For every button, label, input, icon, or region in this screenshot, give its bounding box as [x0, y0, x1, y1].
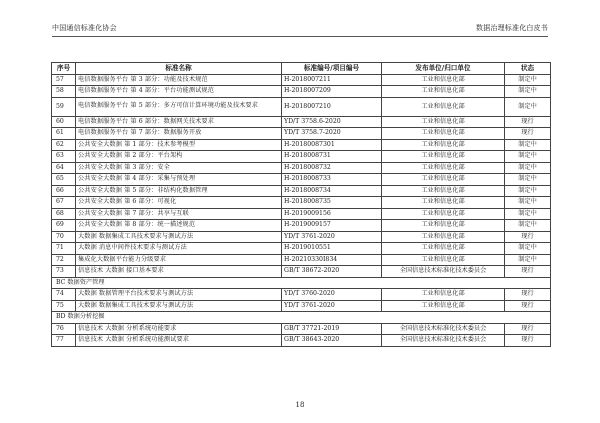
issuing-organization: 工业和信息化部	[382, 220, 505, 232]
standard-name: 大数据 消息中间件技术要求与测试方法	[76, 243, 282, 255]
standard-code: H-20180087301	[282, 139, 382, 151]
row-number: 67	[52, 197, 76, 209]
standard-name: 电信数据服务平台 第 7 部分：数据服务开放	[76, 128, 282, 140]
standard-name: 信息技术 大数据 接口基本要求	[76, 266, 282, 278]
table-row	[52, 300, 551, 312]
standard-name: 电信数据服务平台 第 4 部分：平台功能测试规范	[76, 86, 282, 98]
column-header-organization: 发布单位/归口单位	[382, 63, 505, 75]
table-row	[52, 97, 551, 116]
issuing-organization: 工业和信息化部	[382, 74, 505, 86]
issuing-organization: 工业和信息化部	[382, 185, 505, 197]
standards-table	[51, 62, 551, 347]
section-title: BD 数据分析挖掘	[52, 312, 551, 324]
standard-code: H-2018007210	[282, 97, 382, 116]
issuing-organization: 工业和信息化部	[382, 151, 505, 163]
table-row	[52, 185, 551, 197]
issuing-organization: 工业和信息化部	[382, 197, 505, 209]
standard-status: 现行	[505, 116, 551, 128]
standard-code: YD/T 3761-2020	[282, 300, 382, 312]
row-number: 65	[52, 174, 76, 186]
standard-name: 公共安全大数据 第 3 部分：安全	[76, 162, 282, 174]
standard-code: GB/T 37721-2019	[282, 323, 382, 335]
row-number: 75	[52, 300, 76, 312]
table-row	[52, 74, 551, 86]
standard-name: 公共安全大数据 第 6 部分：可视化	[76, 197, 282, 209]
standard-status: 现行	[505, 266, 551, 278]
table-row	[52, 335, 551, 347]
standard-code: H-2018007209	[282, 86, 382, 98]
issuing-organization: 工业和信息化部	[382, 208, 505, 220]
issuing-organization: 工业和信息化部	[382, 116, 505, 128]
standard-status: 制定中	[505, 74, 551, 86]
table-row	[52, 174, 551, 186]
section-title: BC 数据资产管理	[52, 277, 551, 289]
row-number: 72	[52, 254, 76, 266]
issuing-organization: 全国信息技术标准化技术委员会	[382, 323, 505, 335]
row-number: 66	[52, 185, 76, 197]
table-row	[52, 243, 551, 255]
standard-status: 制定中	[505, 243, 551, 255]
standard-name: 电信数据服务平台 第 6 部分：数据网关技术要求	[76, 116, 282, 128]
header-organization: 中国通信标准化协会	[52, 24, 117, 32]
table-row	[52, 128, 551, 140]
row-number: 77	[52, 335, 76, 347]
issuing-organization: 工业和信息化部	[382, 231, 505, 243]
table-section-row	[52, 277, 551, 289]
standard-code: YD/T 3760-2020	[282, 289, 382, 301]
issuing-organization: 全国信息技术标准化技术委员会	[382, 335, 505, 347]
standard-status: 制定中	[505, 174, 551, 186]
standard-code: YD/T 3758.6-2020	[282, 116, 382, 128]
standard-status: 制定中	[505, 220, 551, 232]
standard-code: H-2018008731	[282, 151, 382, 163]
row-number: 69	[52, 220, 76, 232]
standard-status: 现行	[505, 300, 551, 312]
page-header	[52, 22, 548, 37]
table-row	[52, 231, 551, 243]
standard-status: 制定中	[505, 162, 551, 174]
issuing-organization: 工业和信息化部	[382, 139, 505, 151]
standard-code: H-2019010551	[282, 243, 382, 255]
standard-status: 现行	[505, 231, 551, 243]
issuing-organization: 工业和信息化部	[382, 243, 505, 255]
issuing-organization: 工业和信息化部	[382, 300, 505, 312]
column-header-name: 标准名称	[76, 63, 282, 75]
table-row	[52, 151, 551, 163]
row-number: 63	[52, 151, 76, 163]
standard-name: 公共安全大数据 第 5 部分：非结构化数据管理	[76, 185, 282, 197]
standard-status: 制定中	[505, 151, 551, 163]
standard-status: 制定中	[505, 139, 551, 151]
column-header-code: 标准编号/项目编号	[282, 63, 382, 75]
standard-code: GB/T 38672-2020	[282, 266, 382, 278]
standard-name: 大数据 数据集成工具技术要求与测试方法	[76, 300, 282, 312]
issuing-organization: 工业和信息化部	[382, 254, 505, 266]
row-number: 61	[52, 128, 76, 140]
table-section-row	[52, 312, 551, 324]
standard-name: 信息技术 大数据 分析系统功能要求	[76, 323, 282, 335]
row-number: 71	[52, 243, 76, 255]
table-row	[52, 266, 551, 278]
row-number: 58	[52, 86, 76, 98]
row-number: 70	[52, 231, 76, 243]
standard-code: H-20210330I834	[282, 254, 382, 266]
row-number: 57	[52, 74, 76, 86]
standard-status: 现行	[505, 128, 551, 140]
standard-name: 公共安全大数据 第 1 部分：技术参考模型	[76, 139, 282, 151]
row-number: 62	[52, 139, 76, 151]
issuing-organization: 工业和信息化部	[382, 289, 505, 301]
table-row	[52, 289, 551, 301]
row-number: 73	[52, 266, 76, 278]
table-header-row	[52, 63, 551, 75]
standard-status: 制定中	[505, 208, 551, 220]
standard-name: 大数据 数据集成工具技术要求与测试方法	[76, 231, 282, 243]
table-row	[52, 162, 551, 174]
standard-status: 制定中	[505, 97, 551, 116]
standard-name: 大数据 数据管理平台技术要求与测试方法	[76, 289, 282, 301]
standard-name: 集成化大数据平台能力分级要求	[76, 254, 282, 266]
standard-name: 电信数据服务平台 第 3 部分：功能及技术规范	[76, 74, 282, 86]
row-number: 68	[52, 208, 76, 220]
standard-status: 现行	[505, 335, 551, 347]
standard-code: H-2018008733	[282, 174, 382, 186]
issuing-organization: 工业和信息化部	[382, 162, 505, 174]
standard-status: 制定中	[505, 86, 551, 98]
issuing-organization: 工业和信息化部	[382, 97, 505, 116]
standard-code: H-2019009157	[282, 220, 382, 232]
table-row	[52, 139, 551, 151]
column-header-status: 状态	[505, 63, 551, 75]
table-row	[52, 197, 551, 209]
issuing-organization: 工业和信息化部	[382, 174, 505, 186]
standard-code: H-2018008732	[282, 162, 382, 174]
table-row	[52, 220, 551, 232]
standard-name: 公共安全大数据 第 8 部分：统一描述规范	[76, 220, 282, 232]
standard-status: 制定中	[505, 254, 551, 266]
column-header-number: 序号	[52, 63, 76, 75]
standard-code: H-2019009156	[282, 208, 382, 220]
standard-name: 公共安全大数据 第 4 部分：采集与预处理	[76, 174, 282, 186]
standard-name: 公共安全大数据 第 7 部分：共享与互联	[76, 208, 282, 220]
standard-status: 制定中	[505, 185, 551, 197]
standard-code: GB/T 38643-2020	[282, 335, 382, 347]
issuing-organization: 全国信息技术标准化技术委员会	[382, 266, 505, 278]
table-row	[52, 254, 551, 266]
standard-code: H-2018008734	[282, 185, 382, 197]
row-number: 76	[52, 323, 76, 335]
standard-code: YD/T 3758.7-2020	[282, 128, 382, 140]
standard-code: YD/T 3761-2020	[282, 231, 382, 243]
standard-status: 现行	[505, 323, 551, 335]
table-row	[52, 208, 551, 220]
table-row	[52, 116, 551, 128]
standard-name: 公共安全大数据 第 2 部分：平台架构	[76, 151, 282, 163]
standard-name: 电信数据服务平台 第 5 部分：多方可信计算环境功能及技术要求	[76, 97, 282, 116]
table-body	[52, 74, 551, 346]
standard-status: 现行	[505, 289, 551, 301]
row-number: 59	[52, 97, 76, 116]
header-document-title: 数据治理标准化白皮书	[476, 24, 548, 32]
standard-status: 制定中	[505, 197, 551, 209]
row-number: 74	[52, 289, 76, 301]
row-number: 60	[52, 116, 76, 128]
issuing-organization: 工业和信息化部	[382, 128, 505, 140]
standard-code: H-2018008735	[282, 197, 382, 209]
table-row	[52, 86, 551, 98]
row-number: 64	[52, 162, 76, 174]
table-row	[52, 323, 551, 335]
issuing-organization: 工业和信息化部	[382, 86, 505, 98]
standard-code: H-2018007211	[282, 74, 382, 86]
standard-name: 信息技术 大数据 分析系统功能测试要求	[76, 335, 282, 347]
page-number: 18	[295, 401, 305, 409]
